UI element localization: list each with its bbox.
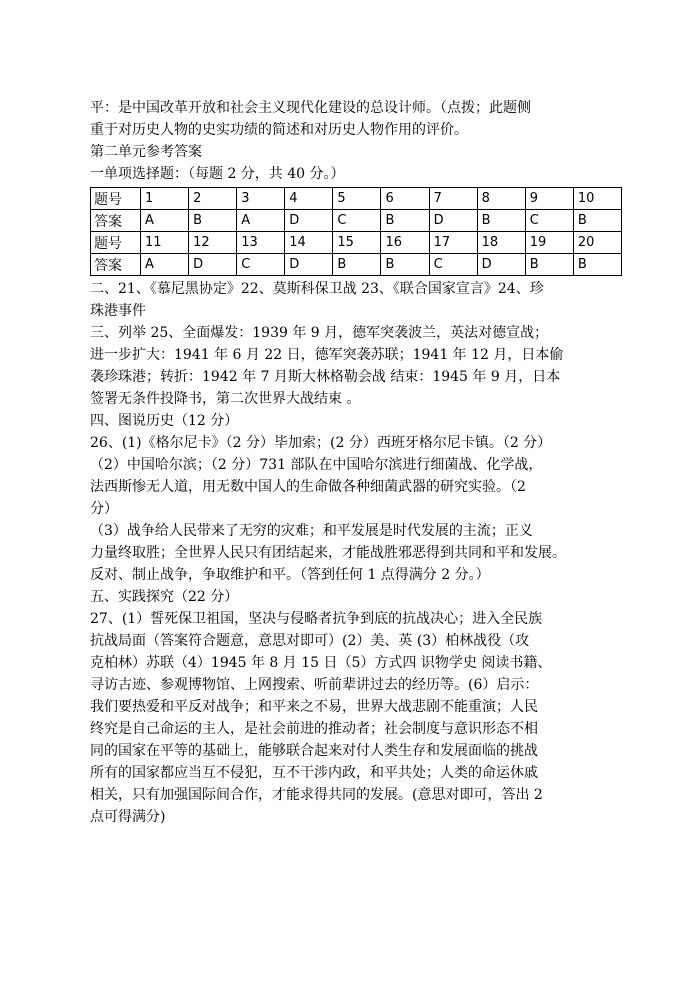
- row-label: 题号: [91, 232, 141, 254]
- table-cell: D: [477, 254, 525, 276]
- table-cell: C: [525, 210, 573, 232]
- table-cell: 13: [237, 232, 285, 254]
- table-cell: C: [237, 254, 285, 276]
- text-line: （2）中国哈尔滨；（2 分）731 部队在中国哈尔滨进行细菌战、化学战，: [90, 457, 543, 473]
- table-cell: 10: [573, 188, 621, 210]
- table-cell: 3: [237, 188, 285, 210]
- table-cell: 1: [141, 188, 189, 210]
- text-line: 法西斯惨无人道，用无数中国人的生命做各种细菌武器的研究实验。（2: [90, 479, 526, 495]
- text-line: 二、21、《慕尼黑协定》22、莫斯科保卫战 23、《联合国家宣言》24、珍: [90, 281, 544, 297]
- table-cell: 8: [477, 188, 525, 210]
- table-row: [91, 232, 622, 254]
- text-line: 重于对历史人物的史实功绩的简述和对历史人物作用的评价。: [90, 122, 468, 138]
- table-cell: D: [285, 210, 333, 232]
- table-cell: 4: [285, 188, 333, 210]
- table-cell: B: [477, 210, 525, 232]
- table-cell: B: [573, 210, 621, 232]
- text-line: 我们要热爱和平反对战争；和平来之不易，世界大战悲剧不能重演；人民: [90, 699, 538, 715]
- table-row: [91, 188, 622, 210]
- text-line: 三、列举 25、全面爆发：1939 年 9 月，德军突袭波兰，英法对德宣战；: [90, 325, 549, 341]
- table-cell: A: [141, 210, 189, 232]
- text-line: 分）: [90, 501, 118, 517]
- table-cell: C: [429, 254, 477, 276]
- table-cell: 20: [573, 232, 621, 254]
- table-cell: B: [573, 254, 621, 276]
- table-cell: D: [285, 254, 333, 276]
- table-cell: 9: [525, 188, 573, 210]
- row-label: 答案: [91, 254, 141, 276]
- intro-text: [90, 97, 626, 185]
- answer-text: [90, 278, 626, 828]
- text-line: 一单项选择题：（每题 2 分，共 40 分。）: [90, 166, 345, 182]
- table-row: [91, 254, 622, 276]
- table-cell: B: [189, 210, 237, 232]
- table-cell: 14: [285, 232, 333, 254]
- text-line: 克柏林）苏联（4）1945 年 8 月 15 日（5）方式四 识物学史 阅读书籍、: [90, 655, 552, 671]
- text-line: 进一步扩大：1941 年 6 月 22 日，德军突袭苏联；1941 年 12 月，日本偷: [90, 347, 564, 363]
- table-cell: C: [333, 210, 381, 232]
- table-cell: 5: [333, 188, 381, 210]
- table-cell: 17: [429, 232, 477, 254]
- table-cell: B: [333, 254, 381, 276]
- text-line: 所有的国家都应当互不侵犯，互不干涉内政，和平共处；人类的命运休戚: [90, 765, 538, 781]
- text-line: 相关，只有加强国际间合作，才能求得共同的发展。(意思对即可，答出 2: [90, 787, 543, 803]
- table-cell: 16: [381, 232, 429, 254]
- table-cell: B: [381, 210, 429, 232]
- text-line: 签署无条件投降书，第二次世界大战结束 。: [90, 391, 361, 407]
- text-line: 抗战局面（答案符合题意，意思对即可）(2）美、英 (3）柏林战役（攻: [90, 633, 530, 649]
- text-line: （3）战争给人民带来了无穷的灾难；和平发展是时代发展的主流；正义: [90, 523, 533, 539]
- text-line: 27、(1）誓死保卫祖国，坚决与侵略者抗争到底的抗战决心；进入全民族: [90, 611, 543, 627]
- table-cell: A: [141, 254, 189, 276]
- table-cell: D: [189, 254, 237, 276]
- table-cell: 15: [333, 232, 381, 254]
- row-label: 答案: [91, 210, 141, 232]
- table-cell: 6: [381, 188, 429, 210]
- table-cell: 12: [189, 232, 237, 254]
- table-cell: A: [237, 210, 285, 232]
- text-line: 袭珍珠港；转折：1942 年 7 月斯大林格勒会战 结束：1945 年 9 月，日本: [90, 369, 561, 385]
- text-line: 四、图说历史（12 分）: [90, 413, 239, 429]
- text-line: 反对、制止战争，争取维护和平。（答到任何 1 点得满分 2 分。）: [90, 567, 490, 583]
- text-line: 力量终取胜；全世界人民只有团结起来，才能战胜邪恶得到共同和平和发展。: [90, 545, 566, 561]
- table-cell: B: [381, 254, 429, 276]
- table-cell: 11: [141, 232, 189, 254]
- text-line: 寻访古迹、参观博物馆、上网搜索、听前辈讲过去的经历等。(6）启示：: [90, 677, 539, 693]
- text-line: 终究是自己命运的主人，是社会前进的推动者；社会制度与意识形态不相: [90, 721, 538, 737]
- table-cell: 18: [477, 232, 525, 254]
- text-line: 第二单元参考答案: [90, 144, 202, 160]
- text-line: 五、实践探究（22 分）: [90, 589, 239, 605]
- text-line: 点可得满分): [90, 809, 166, 825]
- table-row: [91, 210, 622, 232]
- document-page: [90, 97, 626, 828]
- table-cell: B: [525, 254, 573, 276]
- table-cell: 7: [429, 188, 477, 210]
- answer-table: [90, 187, 622, 276]
- text-line: 26、(1)《格尔尼卡》（2 分）毕加索；(2 分）西班牙格尔尼卡镇。（2 分）: [90, 435, 552, 451]
- text-line: 平：是中国改革开放和社会主义现代化建设的总设计师。（点拨；此题侧: [90, 100, 531, 116]
- table-cell: 19: [525, 232, 573, 254]
- text-line: 同的国家在平等的基础上，能够联合起来对付人类生存和发展面临的挑战: [90, 743, 538, 759]
- text-line: 珠港事件: [90, 303, 146, 319]
- row-label: 题号: [91, 188, 141, 210]
- table-cell: D: [429, 210, 477, 232]
- table-cell: 2: [189, 188, 237, 210]
